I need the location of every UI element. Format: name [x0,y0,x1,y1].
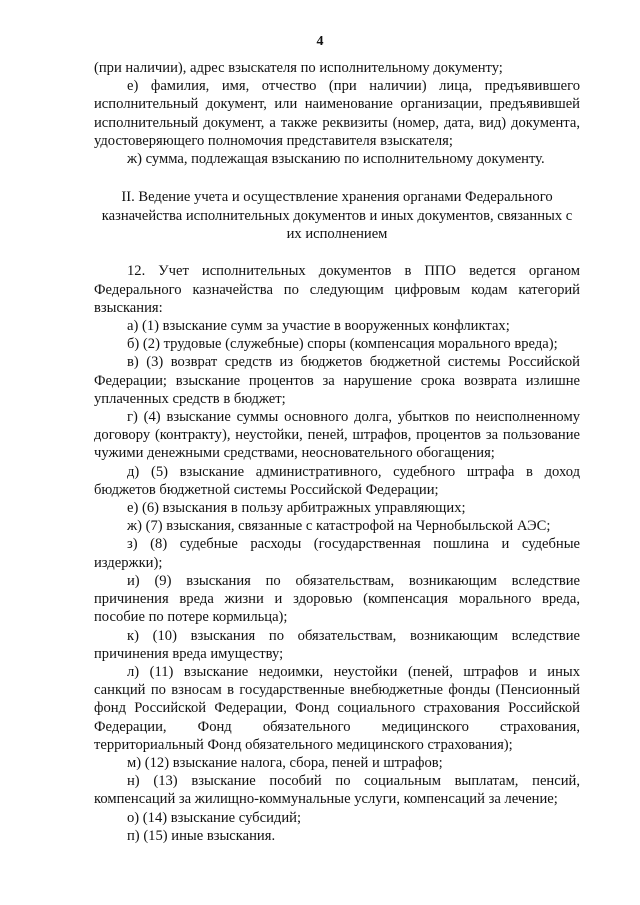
list-item-o: о) (14) взыскание субсидий; [127,809,301,826]
document-body [94,59,580,845]
list-item-e: е) (6) взыскания в пользу арбитражных управляющих; [127,500,466,517]
list-item-a: а) (1) взыскание сумм за участие в вооруженных конфликтах; [127,318,510,335]
list-item-g: г) (4) взыскание суммы основного долга, убытков по неисполненному договору (контракту), неустойки, пеней, штрафов, процентов за пользование чужими денежными средствами, неосновательного обогащения; [94,409,580,462]
list-item-m: м) (12) взыскание налога, сбора, пеней и штрафов; [127,754,443,771]
list-item-d: д) (5) взыскание административного, судебного штрафа в доход бюджетов бюджетной системы Российской Федерации; [94,463,580,498]
paragraph-12: 12. Учет исполнительных документов в ППО ведется органом Федерального казначейства по следующим цифровым кодам категорий взыскания: [94,263,580,316]
list-item-zh: ж) (7) взыскания, связанные с катастрофой на Чернобыльской АЭС; [127,518,551,535]
page-number: 4 [316,34,324,49]
list-item-b: б) (2) трудовые (служебные) споры (компенсация морального вреда); [127,336,558,353]
list-item-l: л) (11) взыскание недоимки, неустойки (пеней, штрафов и иных санкций по взносам в государственные внебюджетные фонды (Пенсионный фонд Российской Федерации, Фонд социального страхования Российской Федерации, Фонд обязательного медицинского страхования, территориальный Фонд обязательного медицинского страхования); [94,663,580,753]
intro-item-e: е) фамилия, имя, отчество (при наличии) лица, предъявившего исполнительный документ, или наименование организации, предъявившей исполнительный документ, а также реквизиты (номер, дата, вид) документа, удостоверяющего полномочия представителя взыскателя; [94,78,580,149]
list-item-v: в) (3) возврат средств из бюджетов бюджетной системы Российской Федерации; взыскание процентов за нарушение срока возврата излишне уплаченных средств в бюджет; [94,354,580,407]
list-item-p: п) (15) иные взыскания. [127,827,276,844]
list-item-z: з) (8) судебные расходы (государственная пошлина и судебные издержки); [94,536,580,571]
list-item-n: н) (13) взыскание пособий по социальным выплатам, пенсий, компенсаций за жилищно-коммунальные услуги, компенсаций за лечение; [94,773,580,808]
list-item-i: и) (9) взыскания по обязательствам, возникающим вследствие причинения вреда жизни и здоровью (компенсация морального вреда, пособие по потере кормильца); [94,572,580,626]
intro-line-address: (при наличии), адрес взыскателя по исполнительному документу; [94,60,503,76]
section-heading: II. Ведение учета и осуществление хранения органами Федерального казначейства исполнительных документов и иных документов, связанных с их исполнением [101,189,573,243]
intro-item-zh: ж) сумма, подлежащая взысканию по исполнительному документу. [127,151,545,168]
list-item-k: к) (10) взыскания по обязательствам, возникающим вследствие причинения вреда имуществу; [94,627,580,662]
